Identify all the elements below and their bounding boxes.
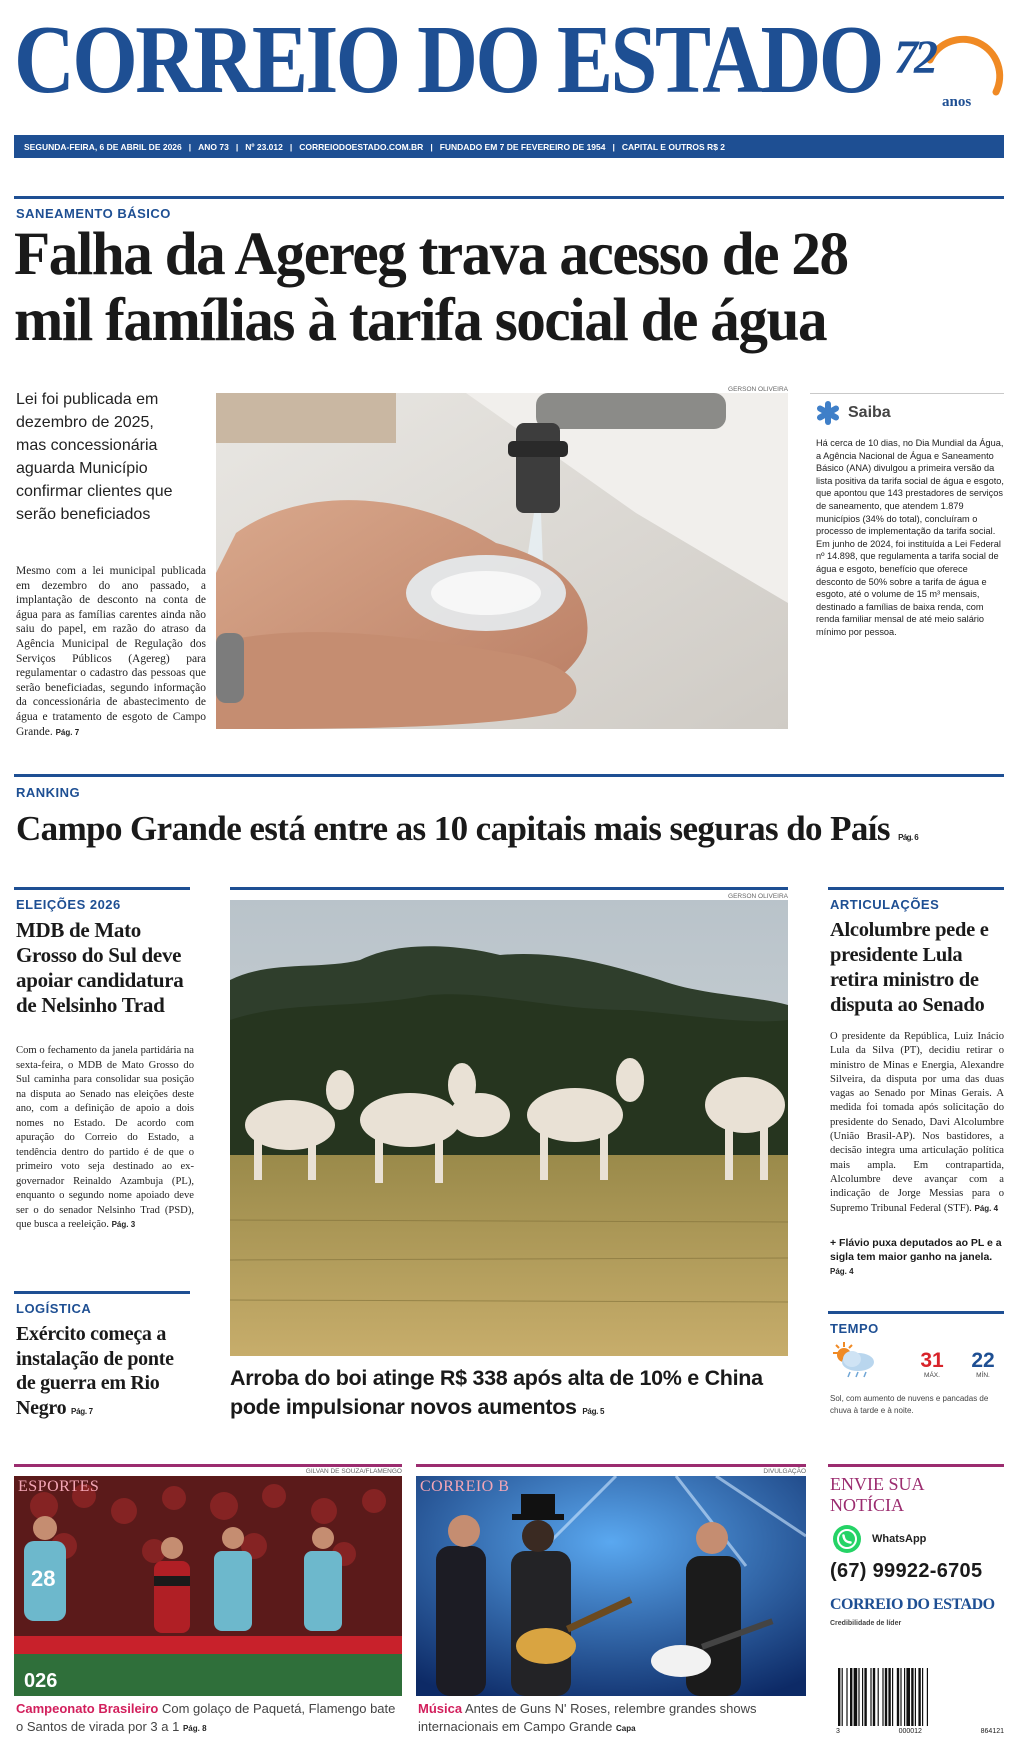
eleicoes-body-text: Com o fechamento da janela partidária na sexta-feira, o MDB de Mato Grosso do Sul caminha para consolidar sua posição na disputa ao Senado nas eleições deste ano, com a definição de apoio a dois nomes no Estado. De acordo com apuração do Correio do Estado, a tendência dentro do partido é de que o primeiro voto seja destinado ao ex-governador Reinaldo Azambuja (PL), enquanto o segundo nome apoiado deve ser o do senador Nelsinho Trad (PSD), que busca a reeleição. <box>16 1045 194 1230</box>
anniversary-logo <box>892 30 1008 116</box>
esportes-caption-link[interactable] <box>16 1700 402 1738</box>
asterisk-icon <box>816 401 840 425</box>
info-date: SEGUNDA-FEIRA, 6 DE ABRIL DE 2026 <box>24 141 182 152</box>
esportes-text: Com golaço de Paquetá, Flamengo bate o Santos de virada por 3 a 1 <box>16 1701 396 1734</box>
lead-top-rule <box>14 196 1004 199</box>
envie-title-line1: ENVIE SUA <box>830 1474 925 1494</box>
tempo-forecast: Sol, com aumento de nuvens e pancadas de chuva à tarde e à noite. <box>830 1394 989 1415</box>
barcode-bar <box>862 1668 863 1726</box>
lead-headline-line1: Falha da Agereg trava acesso de 28 <box>14 221 848 288</box>
esportes-board-text: 026 <box>24 1670 58 1692</box>
lead-headline[interactable] <box>14 222 1004 354</box>
logistica-headline-link[interactable] <box>16 1322 196 1424</box>
info-number: Nº 23.012 <box>245 141 283 152</box>
correio-b-text: Antes de Guns N' Roses, relembre grandes shows internacionais em Campo Grande <box>418 1701 757 1734</box>
lead-headline-line2: mil famílias à tarifa social de água <box>14 287 827 354</box>
esportes-photo-credit: GILVAN DE SOUZA/FLAMENGO <box>305 1468 402 1475</box>
barcode-mid-digits: 000012 <box>898 1728 922 1735</box>
info-founded: FUNDADO EM 7 DE FEVEREIRO DE 1954 <box>439 141 606 152</box>
info-website-link[interactable]: CORREIODOESTADO.COM.BR <box>299 141 424 152</box>
esportes-category: Campeonato Brasileiro <box>16 1701 159 1716</box>
envie-brand: CORREIO DO ESTADO <box>830 1596 995 1613</box>
articulacoes-extra: + Flávio puxa deputados ao PL e a sigla tem maior ganho na janela. <box>830 1237 1002 1263</box>
eleicoes-body <box>16 1044 194 1233</box>
barcode-bar <box>878 1668 879 1726</box>
esportes-label[interactable]: ESPORTES <box>18 1478 100 1495</box>
info-year: ANO 73 <box>198 141 229 152</box>
esportes-photo-soccer <box>14 1476 402 1696</box>
barcode-bar <box>854 1668 858 1726</box>
envie-top-rule <box>828 1464 1004 1467</box>
lead-photo-water-hands <box>216 393 788 729</box>
barcode-bar <box>838 1668 840 1726</box>
articulacoes-extra-link[interactable] <box>830 1236 1004 1279</box>
ranking-headline: Campo Grande está entre as 10 capitais mais seguras do País <box>16 809 890 848</box>
temp-min-value: 22 <box>971 1349 995 1372</box>
barcode-bar <box>918 1668 920 1726</box>
info-bar <box>14 135 1004 158</box>
lead-body-text: Mesmo com a lei municipal publicada em dezembro do ano passado, a implantação de desconto na conta de água para as famílias carentes ainda não saiu do papel, em razão do atraso da Agência Municipal de Regulação dos Serviços Públicos (Agereg) para regulamentar o cadastro das pessoas que serão beneficiadas, segundo informação da concessionária de abastecimento de água e tratamento de esgoto de Campo Grande. <box>16 565 206 738</box>
eleicoes-headline[interactable]: MDB de Mato Grosso do Sul deve apoiar candidatura de Nelsinho Trad <box>16 918 184 1017</box>
temp-max-value: 31 <box>920 1349 944 1372</box>
eleicoes-top-rule <box>14 887 190 890</box>
lead-kicker: SANEAMENTO BÁSICO <box>16 206 171 221</box>
correio-b-category: Música <box>418 1701 463 1716</box>
info-separator: | <box>289 141 293 152</box>
saiba-title: Saiba <box>848 404 891 421</box>
whatsapp-row[interactable] <box>832 1524 926 1554</box>
barcode-bar <box>897 1668 899 1726</box>
info-separator: | <box>235 141 239 152</box>
barcode-bar <box>900 1668 901 1726</box>
arroba-headline: Arroba do boi atinge R$ 338 após alta de 10% e China pode impulsionar novos aumentos <box>230 1366 763 1419</box>
envie-slogan: Credibilidade de líder <box>830 1620 902 1627</box>
articulacoes-top-rule <box>828 887 1004 890</box>
arroba-headline-link[interactable] <box>230 1364 788 1426</box>
ranking-kicker: RANKING <box>16 785 81 800</box>
lead-page-ref[interactable]: Pág. 7 <box>55 727 80 737</box>
esportes-top-rule <box>14 1464 402 1467</box>
eleicoes-kicker: ELEIÇÕES 2026 <box>16 897 121 912</box>
correio-b-page-ref: Capa <box>616 1724 636 1733</box>
saiba-text: Há cerca de 10 dias, no Dia Mundial da Água, a Agência Nacional de Água e Saneamento Básico (ANA) divulgou a primeira versão da lista positiva da tarifa social de água e esgoto, que apontou que 143 prestadores de serviços de saneamento, que atendem 1.879 municípios (34% do total), concluíram o processo de implementação da tarifa social. Em junho de 2024, foi instituída a Lei Federal nº 14.898, que regulamenta a tarifa social de água e esgoto, benefício que oferece desconto de 50% sobre a tarifa de água e esgoto, até o volume de 15 m³ mensais, destinado a famílias de baixa renda, com renda familiar mensal de até meio salário mínimo por pessoa. <box>816 438 1004 637</box>
barcode-bar <box>915 1668 916 1726</box>
ranking-page-ref: Pág. 6 <box>898 833 919 842</box>
tempo-kicker: TEMPO <box>830 1321 879 1336</box>
barcode-bar <box>906 1668 910 1726</box>
barcode-right-digits: 864121 <box>980 1728 1004 1735</box>
whatsapp-label: WhatsApp <box>872 1533 927 1545</box>
anniversary-word: anos <box>942 94 972 110</box>
arroba-photo-credit: GERSON OLIVEIRA <box>728 893 788 900</box>
esportes-page-ref: Pág. 8 <box>182 1724 207 1733</box>
logistica-top-rule <box>14 1291 190 1294</box>
temp-max <box>915 1350 949 1379</box>
temp-min-label: MÍN. <box>976 1372 990 1379</box>
envie-title-line2: NOTÍCIA <box>830 1495 904 1515</box>
barcode-bar <box>922 1668 923 1726</box>
articulacoes-headline[interactable]: Alcolumbre pede e presidente Lula retira ministro de disputa ao Senado <box>830 919 989 1016</box>
barcode-bar <box>892 1668 893 1726</box>
articulacoes-page-ref[interactable]: Pág. 4 <box>974 1203 999 1213</box>
eleicoes-page-ref[interactable]: Pág. 3 <box>111 1220 136 1229</box>
tempo-top-rule <box>828 1311 1004 1314</box>
esportes-jersey-number: 28 <box>31 1566 56 1591</box>
info-separator: | <box>612 141 615 152</box>
arroba-page-ref: Pág. 5 <box>582 1407 605 1416</box>
barcode-bar <box>846 1668 847 1726</box>
articulacoes-body <box>830 1030 1004 1216</box>
info-separator: | <box>430 141 433 152</box>
logistica-page-ref: Pág. 7 <box>71 1406 93 1416</box>
whatsapp-phone[interactable]: (67) 99922-6705 <box>830 1560 983 1582</box>
lead-photo-credit: GERSON OLIVEIRA <box>728 386 788 393</box>
correio-b-caption-link[interactable] <box>418 1700 806 1738</box>
articulacoes-kicker: ARTICULAÇÕES <box>830 897 940 912</box>
whatsapp-icon <box>832 1524 862 1554</box>
barcode-bar <box>911 1668 913 1726</box>
logistica-kicker: LOGÍSTICA <box>16 1301 92 1316</box>
barcode-bars <box>836 1668 1004 1726</box>
barcode-bar <box>904 1668 905 1726</box>
barcode-bar <box>858 1668 859 1726</box>
barcode-bar <box>842 1668 843 1726</box>
correio-b-photo-credit: DIVULGAÇÃO <box>763 1468 806 1475</box>
barcode-bar <box>873 1668 875 1726</box>
barcode-bar <box>850 1668 852 1726</box>
arroba-photo-cattle <box>230 900 788 1356</box>
correio-b-photo-concert <box>416 1476 806 1696</box>
correio-b-label[interactable]: CORREIO B <box>420 1478 510 1495</box>
barcode-bar <box>885 1668 887 1726</box>
envie-title <box>830 1474 1004 1516</box>
lead-body <box>16 564 206 740</box>
info-price: CAPITAL E OUTROS R$ 2 <box>621 141 726 152</box>
anniversary-number: 72 <box>894 31 934 84</box>
barcode-bar <box>864 1668 866 1726</box>
correio-b-top-rule <box>416 1464 806 1467</box>
temp-max-label: MÁX. <box>924 1372 940 1379</box>
temp-min <box>966 1350 1000 1379</box>
articulacoes-extra-page-ref: Pág. 4 <box>830 1267 854 1276</box>
lead-deck: Lei foi publicada em dezembro de 2025, mas concessionária aguarda Município confirmar clientes que serão beneficiados <box>16 391 173 523</box>
ranking-headline-link[interactable] <box>16 806 1006 861</box>
arroba-top-rule <box>230 887 788 890</box>
barcode-bar <box>927 1668 928 1726</box>
logistica-headline: Exército começa a instalação de ponte de guerra em Rio Negro <box>16 1323 174 1419</box>
articulacoes-body-text: O presidente da República, Luiz Inácio Lula da Silva (PT), decidiu retirar o ministro de Minas e Energia, Alexandre Silveira, da disputa por uma das duas vagas ao Senado por Minas Gerais. A medida foi tomada após solicitação do presidente do Senado, Davi Alcolumbre (União Brasil-AP). Nos bastidores, a decisão integra uma articulação política mais ampla. Em contrapartida, Alcolumbre deve avançar com a indicação de Jorge Messias para o Supremo Tribunal Federal (STF). <box>830 1031 1004 1214</box>
barcode-bar <box>882 1668 883 1726</box>
barcode-left-digit: 3 <box>836 1728 840 1735</box>
masthead-title[interactable]: CORREIO DO ESTADO <box>14 6 882 114</box>
barcode-bar <box>870 1668 871 1726</box>
sun-cloud-rain-icon <box>830 1340 882 1380</box>
saiba-box <box>810 393 1004 738</box>
barcode <box>836 1668 1004 1746</box>
ranking-top-rule <box>14 774 1004 777</box>
info-separator: | <box>188 141 192 152</box>
barcode-bar <box>888 1668 890 1726</box>
